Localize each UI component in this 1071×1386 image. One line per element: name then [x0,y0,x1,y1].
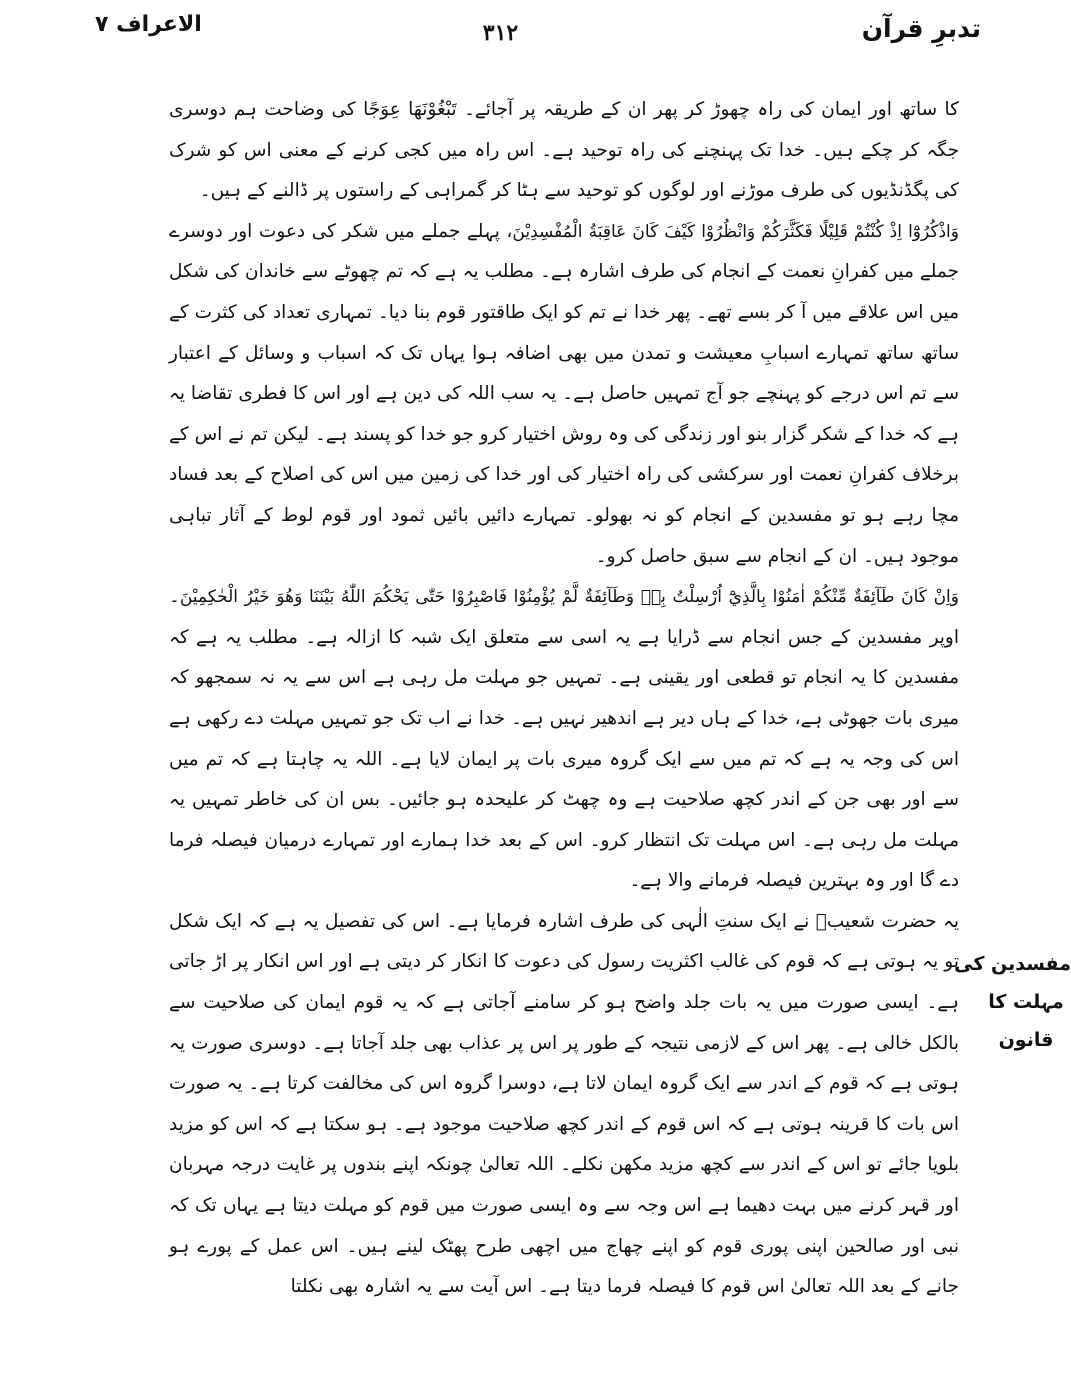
paragraph-2-text: ، پہلے جملے میں شکر کی دعوت اور دوسرے جملے میں کفرانِ نعمت کے انجام کی طرف اشارہ ہے۔ مطلب یہ ہے کہ تم چھوٹے سے خاندان کی شکل میں اس علاقے میں آ کر بسے تھے۔ پھر خدا نے تم کو ایک طاقتور قوم بنا دیا۔ تمہاری تعداد کی کثرت کے ساتھ ساتھ تمہارے اسبابِ معیشت و تمدن میں بھی اضافہ ہوا یہاں تک کہ اسباب و وسائل کے اعتبار سے تم اس درجے کو پہنچے جو آج تمہیں حاصل ہے۔ یہ سب اللہ کی دین ہے اور اس کا فطری تقاضا یہ ہے کہ خدا کے شکر گزار بنو اور زندگی کی وہ روش اختیار کرو جو خدا کو پسند ہے۔ لیکن تم نے اس کے برخلاف کفرانِ نعمت اور سرکشی کی راہ اختیار کی اور خدا کی زمین میں اس کی اصلاح کے بعد فساد مچا رہے ہو تو مفسدین کے انجام کو نہ بھولو۔ تمہارے دائیں بائیں ثمود اور قوم لوط کے آثار تباہی موجود ہیں۔ ان کے انجام سے سبق حاصل کرو۔ [169,220,959,567]
book-title: تدبرِ قرآن [861,14,981,43]
page-header [95,10,981,50]
margin-heading-line-3: قانون [998,1029,1054,1051]
paragraph-4-text: یہ حضرت شعیبؑ نے ایک سنتِ الٰہی کی طرف اشارہ فرمایا ہے۔ اس کی تفصیل یہ ہے کہ ایک شکل تو یہ ہوتی ہے کہ قوم کی غالب اکثریت رسول کی دعوت کا انکار کر دیتی ہے اور اس انکار پر اڑ جاتی ہے۔ ایسی صورت میں یہ بات جلد واضح ہو کر سامنے آجاتی ہے کہ یہ قوم ایمان کی صلاحیت سے بالکل خالی ہے۔ پھر اس کے لازمی نتیجہ کے طور پر اس پر عذاب بھی جلد آجاتا ہے۔ دوسری صورت یہ ہوتی ہے کہ قوم کے اندر سے ایک گروہ ایمان لاتا ہے، دوسرا گروہ اس کی مخالفت کرتا ہے۔ یہ صورت اس بات کا قرینہ ہوتی ہے کہ اس قوم کے اندر کچھ صلاحیت موجود ہے۔ ہو سکتا ہے کہ اس کو مزید بلویا جائے تو اس کے اندر سے کچھ مزید مکھن نکلے۔ اللہ تعالیٰ چونکہ اپنے بندوں پر غایت درجہ مہربان اور قہر کرنے میں بہت دھیما ہے اس وجہ سے وہ ایسی صورت میں قوم کو مہلت دیتا ہے یہاں تک کہ نبی اور صالحین اپنی پوری قوم کو اپنے چھاج میں اچھی طرح پھٹک لینے ہیں۔ اس عمل کے پورے ہو جانے کے بعد اللہ تعالیٰ اس قوم کا فیصلہ فرما دیتا ہے۔ اس آیت سے یہ اشارہ بھی نکلتا [169,910,959,1298]
margin-heading-line-1: مفسدین کی [954,953,1071,975]
verse-quote-2: وَاِنْ كَانَ طَآئِفَةٌ مِّنْكُمْ اٰمَنُوْا بِالَّذِيْٓ اُرْسِلْتُ بِهٖ وَطَآئِفَةٌ لَّمْ يُؤْمِنُوْا فَاصْبِرُوْا حَتّٰى يَحْكُمَ اللّٰهُ بَيْنَنَا وَهُوَ خَيْرُ الْحٰكِمِيْنَ [179,587,959,608]
page-number: ۳۱۲ [482,20,519,46]
paragraph-3-text: ۔ اوپر مفسدین کے جس انجام سے ڈرایا ہے یہ اسی سے متعلق ایک شبہ کا ازالہ ہے۔ مطلب یہ ہے کہ مفسدین کا یہ انجام تو قطعی اور یقینی ہے۔ تمہیں جو مہلت مل رہی ہے اس سے یہ نہ سمجھو کہ میری بات جھوٹی ہے، خدا کے ہاں دیر ہے اندھیر نہیں ہے۔ خدا نے اب تک جو تمہیں مہلت دے رکھی ہے اس کی وجہ یہ ہے کہ تم میں سے ایک گروہ میری بات پر ایمان لایا ہے۔ اللہ یہ چاہتا ہے کہ تم میں سے اور بھی جن کے اندر کچھ صلاحیت ہے وہ چھٹ کر علیحدہ ہو جائیں۔ بس ان کی خاطر تمہیں یہ مہلت مل رہی ہے۔ اس مہلت تک انتظار کرو۔ اس کے بعد خدا ہمارے اور تمہارے درمیان فیصلہ فرما دے گا اور وہ بہترین فیصلہ فرمانے والا ہے۔ [169,586,959,892]
paragraph-3 [169,577,959,902]
surah-name: الاعراف ۷ [95,12,202,37]
paragraph-1-text: کا ساتھ اور ایمان کی راہ چھوڑ کر پھر ان کے طریقہ پر آجائے۔ تَبْغُوْنَهَا عِوَجًا کی وضاحت ہم دوسری جگہ کر چکے ہیں۔ خدا تک پہنچنے کی راہ توحید ہے۔ اس راہ میں کجی کرنے کے معنی اس کو شرک کی پگڈنڈیوں کی طرف موڑنے اور لوگوں کو توحید سے ہٹا کر گمراہی کے راستوں پر ڈالنے کے ہیں۔ [169,99,959,202]
paragraph-4 [169,902,959,1308]
paragraph-2 [169,212,959,577]
margin-heading-line-2: مہلت کا [988,991,1064,1013]
margin-heading [954,945,1071,1059]
paragraph-1 [169,90,959,212]
main-text [169,90,959,1308]
verse-quote-1: وَاذْكُرُوْٓا اِذْ كُنْتُمْ قَلِيْلًا فَكَثَّرَكُمْ وَانْظُرُوْا كَيْفَ كَانَ عَاقِبَةُ الْمُفْسِدِيْنَ [512,221,959,242]
